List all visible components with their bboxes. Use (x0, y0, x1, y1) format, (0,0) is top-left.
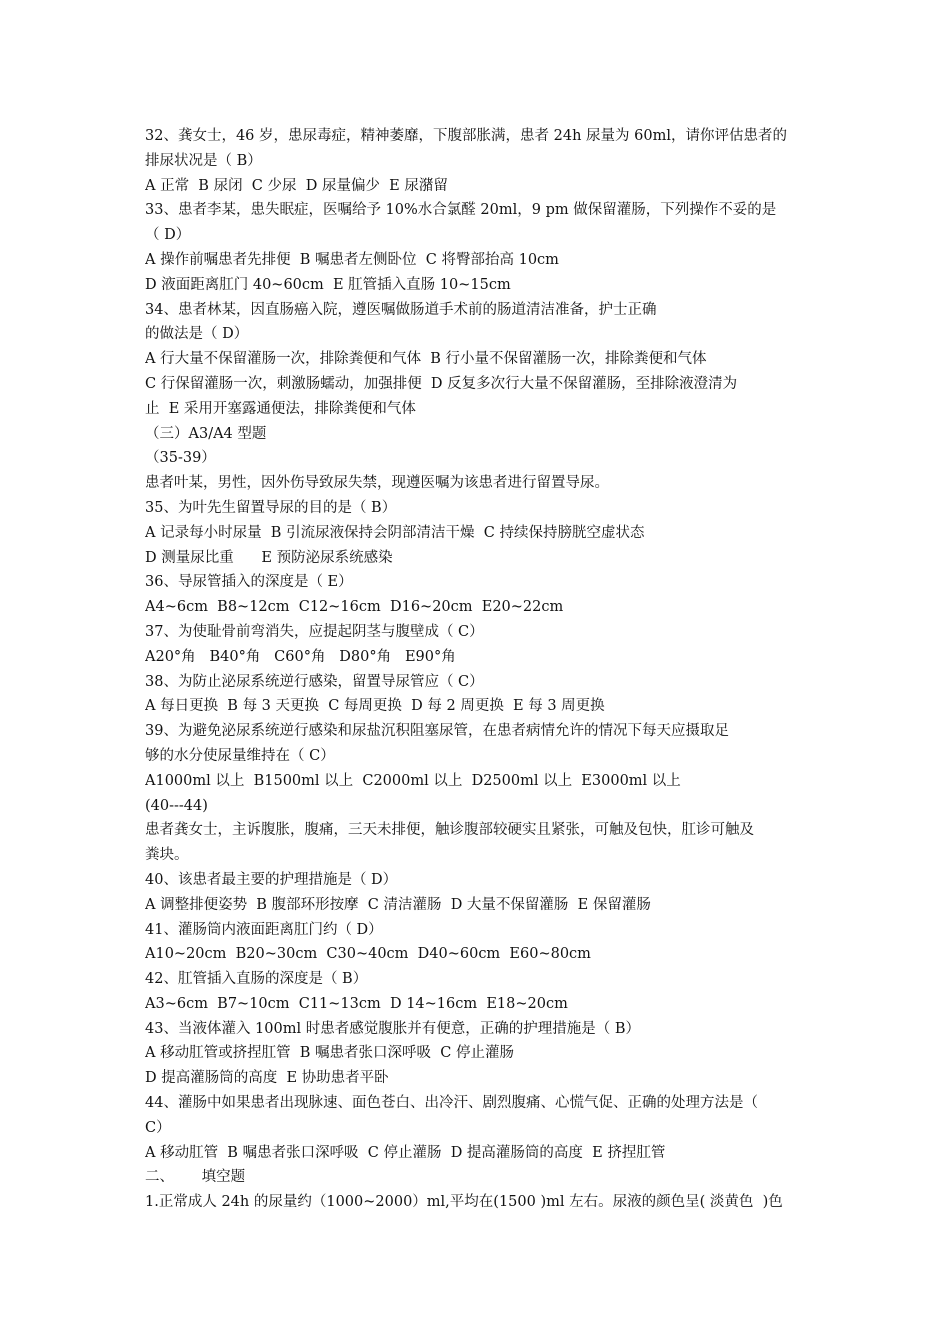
text-line: 41、灌肠筒内液面距离肛门约（ D） (145, 921, 383, 938)
text-line: 44、灌肠中如果患者出现脉速、面色苍白、出冷汗、剧烈腹痛、心慌气促、正确的处理方法是（ (145, 1095, 758, 1112)
text-line: 33、患者李某，患失眠症，医嘱给予 10%水合氯醛 20ml，9 pm 做保留灌肠，下列操作不妥的是 (145, 202, 777, 219)
text-line: 患者叶某，男性，因外伤导致尿失禁，现遵医嘱为该患者进行留置导尿。 (145, 475, 609, 492)
text-line: A 操作前嘱患者先排便 B 嘱患者左侧卧位 C 将臀部抬高 10cm (145, 251, 559, 268)
text-line: C 行保留灌肠一次，刺激肠蠕动，加强排便 D 反复多次行大量不保留灌肠，至排除液澄清为 (145, 375, 738, 392)
text-line: A 移动肛管 B 嘱患者张口深呼吸 C 停止灌肠 D 提高灌肠筒的高度 E 挤捏肛管 (145, 1144, 666, 1161)
text-line: A3~6cm B7~10cm C11~13cm D 14~16cm E18~20cm (145, 995, 568, 1012)
text-line: 40、该患者最主要的护理措施是（ D） (145, 871, 398, 888)
text-line: 够的水分使尿量维持在（ C） (145, 747, 335, 764)
text-line: A 每日更换 B 每 3 天更换 C 每周更换 D 每 2 周更换 E 每 3 周更换 (145, 698, 605, 715)
text-line: A 正常 B 尿闭 C 少尿 D 尿量偏少 E 尿潴留 (145, 177, 448, 194)
text-line: 32、龚女士，46 岁，患尿毒症，精神萎靡，下腹部胀满，患者 24h 尿量为 60ml，请你评估患者的 (145, 128, 787, 144)
text-line: 42、肛管插入直肠的深度是（ B） (145, 971, 368, 988)
text-line: A1000ml 以上 B1500ml 以上 C2000ml 以上 D2500ml 以上 E3000ml 以上 (145, 772, 681, 789)
text-line: （ D） (145, 227, 191, 244)
text-line: D 提高灌肠筒的高度 E 协助患者平卧 (145, 1070, 389, 1087)
text-line: （35-39） (145, 450, 216, 467)
text-line: 39、为避免泌尿系统逆行感染和尿盐沉积阻塞尿管，在患者病情允许的情况下每天应摄取足 (145, 723, 729, 740)
text-line: 粪块。 (145, 847, 189, 864)
text-line: 1.正常成人 24h 的尿量约（1000~2000）ml,平均在(1500 )ml 左右。尿液的颜色呈( 淡黄色 )色 (145, 1194, 783, 1211)
text-line: 35、为叶先生留置导尿的目的是（ B） (145, 499, 397, 516)
text-line: A4~6cm B8~12cm C12~16cm D16~20cm E20~22cm (145, 599, 564, 616)
text-line: 38、为防止泌尿系统逆行感染，留置导尿管应（ C） (145, 673, 484, 690)
text-line: D 测量尿比重 E 预防泌尿系统感染 (145, 549, 393, 566)
text-line: 43、当液体灌入 100ml 时患者感觉腹胀并有便意，正确的护理措施是（ B） (145, 1020, 640, 1037)
text-line: 34、患者林某，因直肠癌入院，遵医嘱做肠道手术前的肠道清洁准备，护士正确 (145, 301, 657, 318)
text-line: D 液面距离肛门 40~60cm E 肛管插入直肠 10~15cm (145, 276, 511, 293)
text-line: A20°角 B40°角 C60°角 D80°角 E90°角 (145, 648, 456, 665)
text-line: 36、导尿管插入的深度是（ E） (145, 574, 353, 591)
text-line: C） (145, 1119, 171, 1136)
text-line: (40---44) (145, 797, 208, 814)
text-line: A 记录每小时尿量 B 引流尿液保持会阴部清洁干燥 C 持续保持膀胱空虚状态 (145, 524, 645, 541)
text-line: 排尿状况是（ B） (145, 152, 262, 169)
text-line: A 移动肛管或挤捏肛管 B 嘱患者张口深呼吸 C 停止灌肠 (145, 1045, 514, 1062)
text-line: 患者龚女士，主诉腹胀，腹痛，三天未排便，触诊腹部较硬实且紧张，可触及包快，肛诊可触及 (145, 822, 754, 839)
text-line: A10~20cm B20~30cm C30~40cm D40~60cm E60~80cm (145, 946, 591, 963)
text-line: 37、为使耻骨前弯消失，应提起阴茎与腹壁成（ C） (145, 623, 484, 640)
section-heading: 二、 填空题 (145, 1169, 246, 1186)
text-line: A 调整排便姿势 B 腹部环形按摩 C 清洁灌肠 D 大量不保留灌肠 E 保留灌肠 (145, 896, 651, 913)
text-line: 止 E 采用开塞露通便法，排除粪便和气体 (145, 400, 416, 417)
text-line: 的做法是（ D） (145, 326, 249, 343)
section-heading: （三）A3/A4 型题 (145, 425, 267, 442)
text-line: A 行大量不保留灌肠一次，排除粪便和气体 B 行小量不保留灌肠一次，排除粪便和气体 (145, 351, 707, 368)
document-body (145, 124, 813, 1215)
